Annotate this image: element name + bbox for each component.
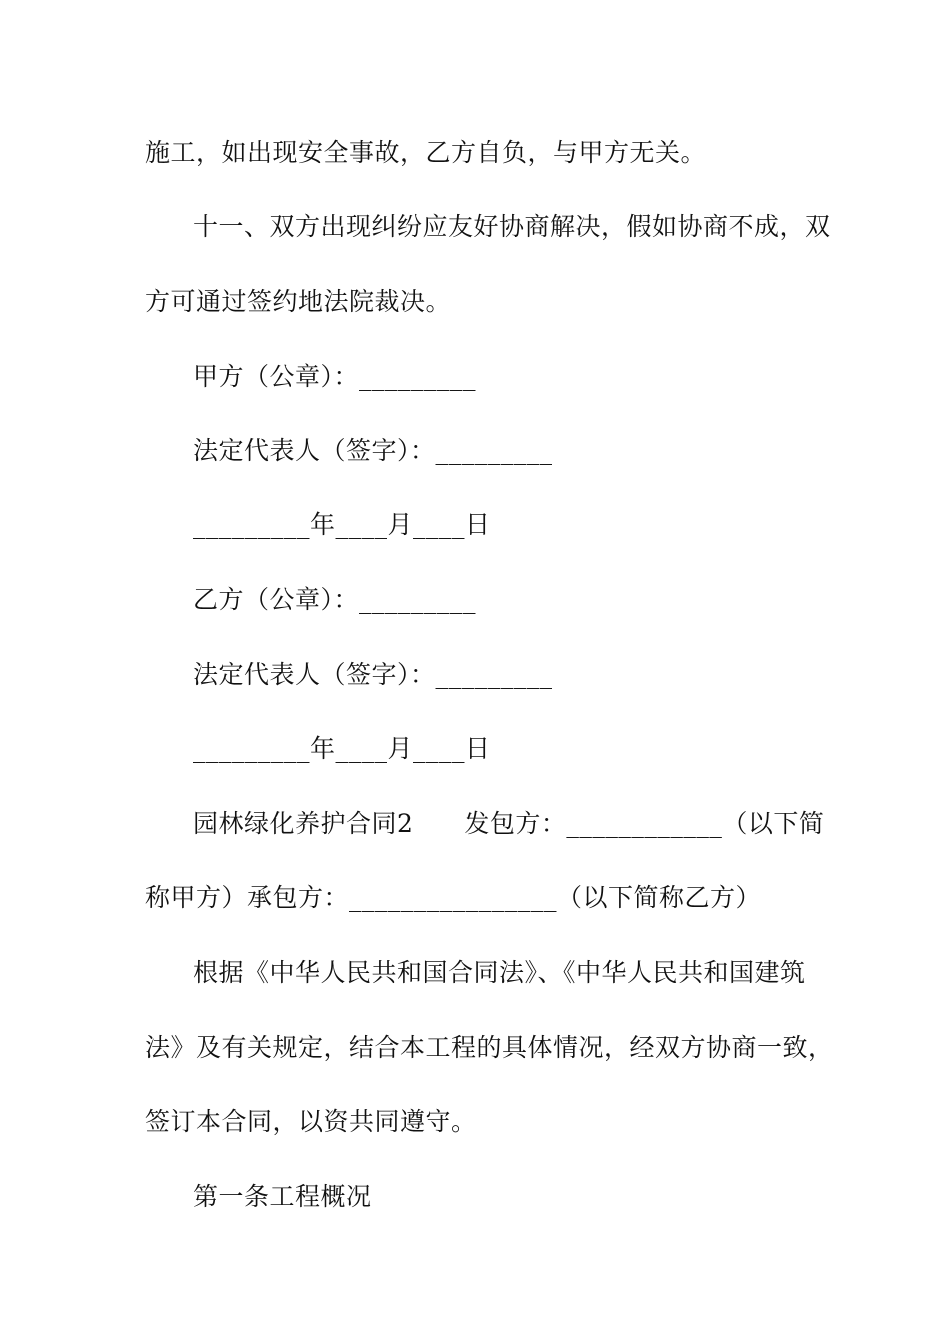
party-a-date-line: _________年____月____日 <box>193 510 491 539</box>
party-a-seal-line: 甲方（公章）：_________ <box>193 362 477 391</box>
party-b-date-line: _________年____月____日 <box>193 734 491 763</box>
paragraph-line: 根据《中华人民共和国合同法》、《中华人民共和国建筑 <box>193 958 806 987</box>
contract-title-line: 园林绿化养护合同2 发包方：____________（以下简 <box>193 809 825 838</box>
section-heading: 第一条工程概况 <box>193 1182 372 1211</box>
party-a-representative-line: 法定代表人（签字）：_________ <box>193 436 553 465</box>
paragraph-line: 十一、双方出现纠纷应友好协商解决，假如协商不成，双 <box>193 212 831 241</box>
paragraph-line: 称甲方）承包方：________________（以下简称乙方） <box>145 883 762 912</box>
party-b-seal-line: 乙方（公章）：_________ <box>193 585 477 614</box>
paragraph-line: 签订本合同，以资共同遵守。 <box>145 1107 477 1136</box>
paragraph-line: 法》及有关规定，结合本工程的具体情况，经双方协商一致， <box>145 1033 834 1062</box>
paragraph-line: 方可通过签约地法院裁决。 <box>145 287 452 316</box>
paragraph-line: 施工，如出现安全事故，乙方自负，与甲方无关。 <box>145 138 707 167</box>
party-b-representative-line: 法定代表人（签字）：_________ <box>193 660 553 689</box>
